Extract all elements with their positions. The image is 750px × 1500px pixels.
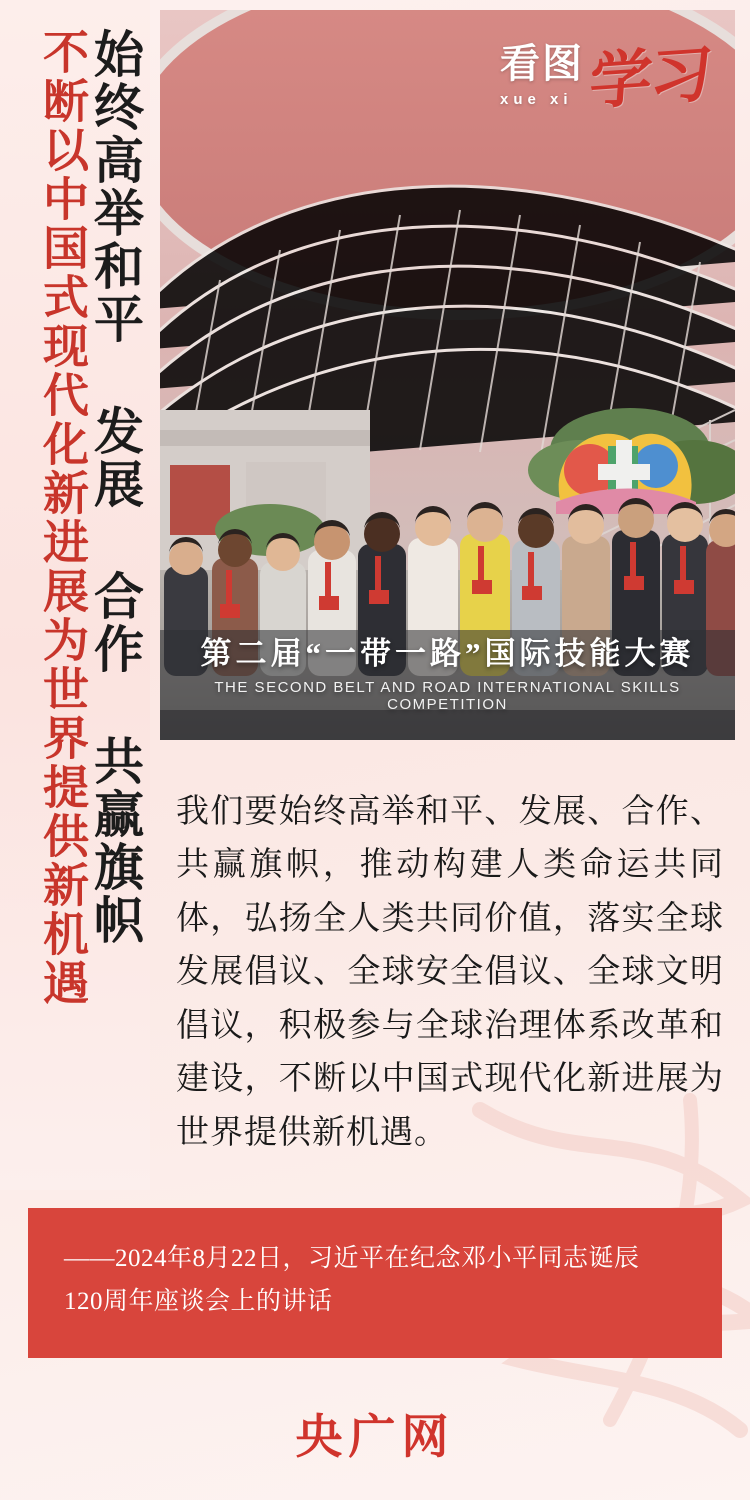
headline-main: 始终高举和平 发展 合作 共赢旗帜 bbox=[87, 28, 143, 947]
publisher-logo: 央广网 bbox=[295, 1412, 455, 1464]
source-line-2: 120周年座谈会上的讲话 bbox=[64, 1287, 333, 1315]
source-band bbox=[28, 1208, 722, 1358]
brand-mark bbox=[499, 41, 713, 118]
hero-photo bbox=[160, 10, 735, 740]
photo-caption-cn: 第二届“一带一路”国际技能大赛 bbox=[200, 636, 695, 671]
footer bbox=[0, 1400, 750, 1467]
vertical-headline bbox=[0, 0, 150, 1190]
photo-caption-en: THE SECOND BELT AND ROAD INTERNATIONAL SKILLS COMPETITION bbox=[214, 679, 681, 713]
brand-pinyin: xue xi bbox=[499, 91, 573, 108]
brand-xuexi-calligraphy: 学习 bbox=[587, 41, 713, 118]
source-line-1: ——2024年8月22日，习近平在纪念邓小平同志诞辰 bbox=[64, 1245, 640, 1272]
brand-kantu bbox=[499, 41, 584, 108]
brand-cn: 看图 bbox=[499, 41, 584, 86]
headline-sub: 不断以中国式现代化新进展为世界提供新机遇 bbox=[37, 28, 88, 1008]
quote-text: 我们要始终高举和平、发展、合作、共赢旗帜，推动构建人类命运共同体，弘扬全人类共同价值，落实全球发展倡议、全球安全倡议、全球文明倡议，积极参与全球治理体系改革和建设，不断以中国式现代化新进展为世界提供新机遇。 bbox=[176, 794, 724, 1151]
